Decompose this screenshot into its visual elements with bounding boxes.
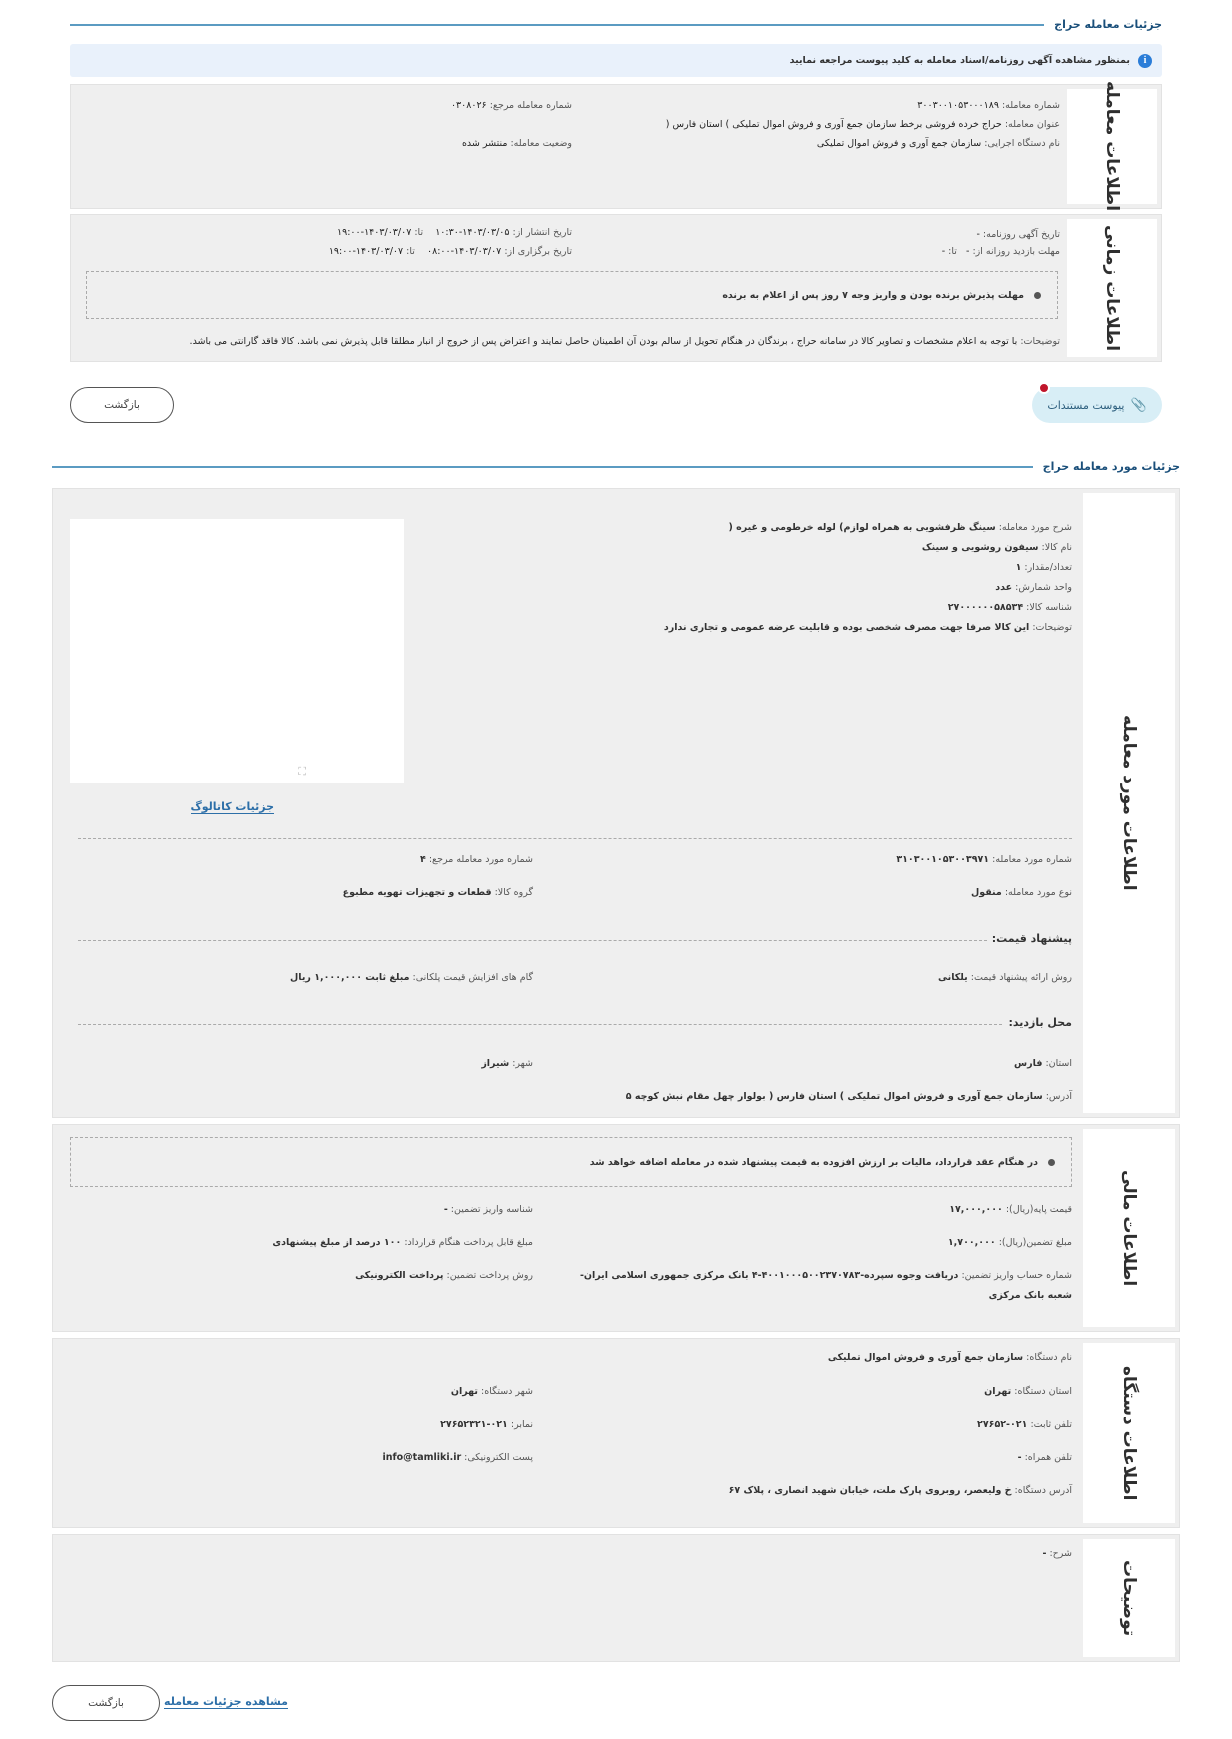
panel-side-label: اطلاعات مالی — [1083, 1129, 1175, 1327]
price-steps: گام های افزایش قیمت پلکانی: مبلغ ثابت ۱,۰۰۰,۰۰۰ ریال — [290, 972, 533, 983]
divider — [78, 940, 987, 941]
back-button-bottom[interactable]: بازگشت — [52, 1685, 160, 1721]
notice-text: بمنظور مشاهده آگهی روزنامه/اسناد معامله به کلید پیوست مراجعه نمایید — [789, 55, 1130, 66]
section-head-item — [52, 460, 1180, 473]
base-price: قیمت پایه(ریال): ۱۷,۰۰۰,۰۰۰ — [949, 1204, 1072, 1215]
org-name: نام دستگاه: سازمان جمع آوری و فروش اموال تملیکی — [827, 1352, 1072, 1363]
divider — [52, 466, 1033, 468]
item-number: شماره مورد معامله: ۳۱۰۳۰۰۱۰۵۳۰۰۳۹۷۱ — [896, 854, 1072, 865]
publish-date: تاریخ انتشار از: ۱۴۰۳/۰۳/۰۵-۱۰:۳۰ تا: ۱۴۰۳/۰۳/۰۷-۱۹:۰۰ — [337, 227, 572, 238]
newspaper-date: تاریخ آگهی روزنامه: - — [976, 229, 1060, 240]
panel-side-label: اطلاعات زمانی — [1067, 219, 1157, 357]
item-type: نوع مورد معامله: منقول — [971, 887, 1072, 898]
ref-item-number: شماره مورد معامله مرجع: ۴ — [420, 854, 533, 865]
description-text: شرح: - — [1042, 1548, 1072, 1559]
org-address: آدرس دستگاه: خ ولیعصر، روبروی پارک ملت، خیابان شهید انصاری ، پلاک ۶۷ — [728, 1485, 1072, 1496]
org-email: پست الکترونیکی: info@tamliki.ir — [382, 1452, 533, 1463]
back-button[interactable]: بازگشت — [70, 387, 174, 423]
item-description: شرح مورد معامله: سینگ ظرفشویی به همراه لوازم) لوله خرطومی و غیره ( — [728, 522, 1072, 533]
item-note: توضیحات: این کالا صرفا جهت مصرف شخصی بوده و قابلیت عرضه عمومی و تجاری ندارد — [663, 622, 1072, 633]
view-transaction-details-link[interactable]: مشاهده جزئیات معامله — [164, 1695, 288, 1708]
panel-side-label: توضیحات — [1083, 1539, 1175, 1657]
visit-city: شهر: شیراز — [481, 1058, 533, 1069]
visit-province: استان: فارس — [1014, 1058, 1072, 1069]
panel-side-label: اطلاعات مورد معامله — [1083, 493, 1175, 1113]
notification-badge — [1038, 382, 1050, 394]
paperclip-icon: 📎 — [1130, 397, 1147, 413]
bullet-icon — [1048, 1159, 1055, 1166]
price-offer-heading: پیشنهاد قیمت: — [991, 932, 1072, 945]
transaction-status: وضعیت معامله: منتشر شده — [461, 138, 572, 149]
item-unit: واحد شمارش: عدد — [995, 582, 1072, 593]
daily-visit: مهلت بازدید روزانه از: - تا: - — [941, 246, 1060, 257]
info-icon: i — [1138, 54, 1152, 68]
item-id: شناسه کالا: ۲۷۰۰۰۰۰۰۵۸۵۳۴ — [947, 602, 1072, 613]
notice-bar — [70, 44, 1162, 77]
org-mobile: تلفن همراه: - — [1017, 1452, 1072, 1463]
section-title: جزئیات مورد معامله حراج — [1042, 460, 1180, 473]
panel-side-label: اطلاعات معامله — [1067, 89, 1157, 204]
deposit-account: شماره حساب واریز تضمین: دریافت وجوه سپرده-۴۰۰۱۰۰۰۵۰۰۲۳۷۰۷۸۳-۴ بانک مرکزی جمهوری اسلامی ایران- — [579, 1270, 1072, 1281]
section-title: جزئیات معامله حراج — [1054, 18, 1162, 31]
catalog-details-link[interactable]: جزئیات کاتالوگ — [190, 800, 274, 813]
visit-place-heading: محل بازدید: — [1008, 1016, 1072, 1029]
deadline-note: مهلت پذیرش برنده بودن و واریز وجه ۷ روز پس از اعلام به برنده — [86, 271, 1058, 319]
item-quantity: تعداد/مقدار: ۱ — [1015, 562, 1072, 573]
executive-org: نام دستگاه اجرایی: سازمان جمع آوری و فروش اموال تملیکی — [816, 138, 1060, 149]
description-panel — [52, 1534, 1180, 1662]
transaction-title: عنوان معامله: حراج خرده فروشی برخط سازمان جمع آوری و فروش اموال تملیکی ) استان فارس ( — [665, 119, 1060, 130]
hold-date: تاریخ برگزاری از: ۱۴۰۳/۰۳/۰۷-۰۸:۰۰ تا: ۱۴۰۳/۰۳/۰۷-۱۹:۰۰ — [328, 246, 572, 257]
reference-number: شماره معامله مرجع: ۰۳۰۸۰۲۶ — [450, 100, 572, 111]
panel-side-label: اطلاعات دستگاه — [1083, 1343, 1175, 1523]
transaction-number: شماره معامله: ۳۰۰۳۰۰۱۰۵۳۰۰۰۱۸۹ — [917, 100, 1060, 111]
section-head-auction — [70, 18, 1162, 31]
item-group: گروه کالا: قطعات و تجهیزات تهویه مطبوع — [342, 887, 533, 898]
org-info-panel — [52, 1338, 1180, 1528]
deposit-id: شناسه واریز تضمین: - — [443, 1204, 533, 1215]
visit-address: آدرس: سازمان جمع آوری و فروش اموال تملیکی ) استان فارس ( بولوار چهل مقام نبش کوچه ۵ — [625, 1091, 1072, 1102]
offer-method: روش ارائه پیشنهاد قیمت: یلکانی — [938, 972, 1072, 983]
time-description: توضیحات: با توجه به اعلام مشخصات و تصاویر کالا در سامانه حراج ، برندگان در هنگام تحویل از سالم بودن آن اطمینان حاصل نمایند و اعتراض پس از خروج از انبار مطلقا قابل پذیرش نمی باشد. کالا فاقد گارانتی می باشد. — [189, 336, 1060, 347]
divider — [78, 838, 1072, 839]
attachments-button[interactable]: 📎 پیوست مستندات — [1032, 387, 1162, 423]
divider — [70, 24, 1044, 26]
payable-amount: مبلغ قابل پرداخت هنگام قرارداد: ۱۰۰ درصد از مبلغ پیشنهادی — [272, 1237, 533, 1248]
divider — [78, 1024, 1002, 1025]
org-province: استان دستگاه: تهران — [984, 1386, 1072, 1397]
org-city: شهر دستگاه: تهران — [450, 1386, 533, 1397]
vat-note: در هنگام عقد قرارداد، مالیات بر ارزش افزوده به قیمت پیشنهاد شده در معامله اضافه خواهد شد — [70, 1137, 1072, 1187]
expand-icon[interactable]: ⛶ — [298, 765, 306, 778]
item-name: نام کالا: سیفون روشویی و سینک — [921, 542, 1072, 553]
deposit-account-branch: شعبه بانک مرکزی — [988, 1290, 1072, 1301]
bullet-icon — [1034, 292, 1041, 299]
payment-method: روش پرداخت تضمین: پرداخت الکترونیکی — [355, 1270, 533, 1281]
item-image[interactable] — [70, 519, 404, 783]
org-phone: تلفن ثابت: ۰۲۱-۲۷۶۵۲ — [977, 1419, 1072, 1430]
org-fax: نمابر: ۰۲۱-۲۷۶۵۲۳۲۱ — [440, 1419, 533, 1430]
guarantee-amount: مبلغ تضمین(ریال): ۱,۷۰۰,۰۰۰ — [947, 1237, 1072, 1248]
